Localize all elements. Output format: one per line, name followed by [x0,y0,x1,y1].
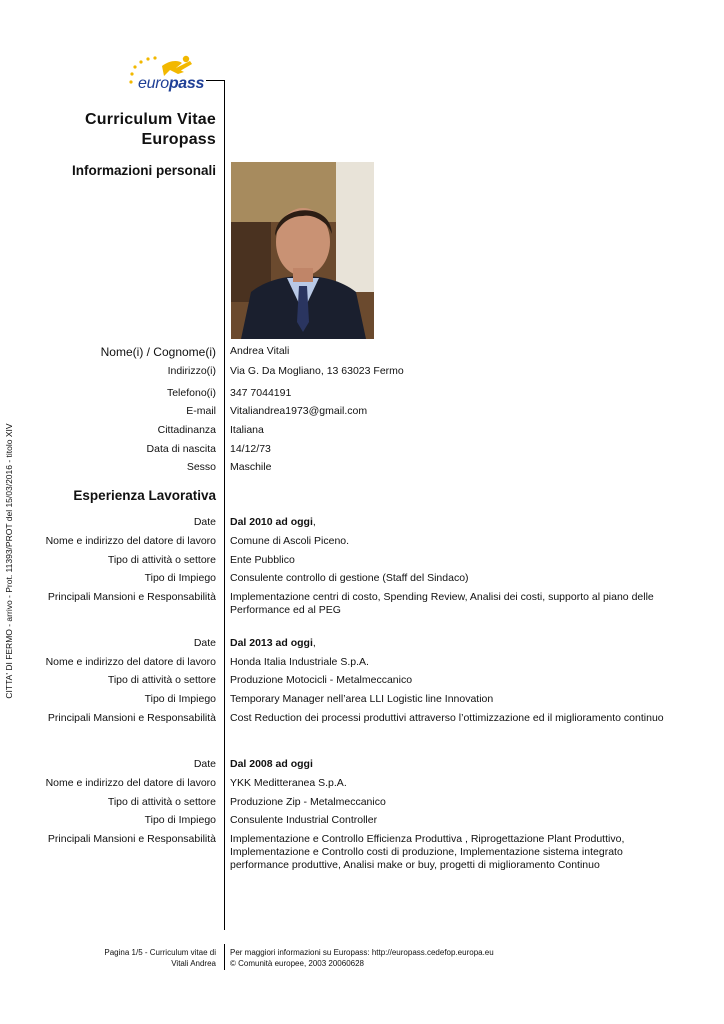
column-divider [224,80,225,930]
job-type-label: Tipo di Impiego [144,693,216,705]
protocol-stamp [4,423,16,699]
email-label: E-mail [186,405,216,417]
entry-3-duties: Implementazione e Controllo Efficienza Produttiva , Riprogettazione Plant Produttivo, Implementazione e Controllo costi di produzione, Implementazione sistema integrato performance produttive, Analisi make or buy, progetti di miglioramento Continuo [230,833,625,871]
entry-2-date: Dal 2013 ad oggi, [230,637,316,649]
citizenship-label: Cittadinanza [157,424,216,436]
entry-1-sector: Ente Pubblico [230,554,295,566]
employer-label: Nome e indirizzo del datore di lavoro [45,656,216,668]
document-title [85,110,216,150]
footer-info-line-2: © Comunità europee, 2003 20060628 [230,959,364,968]
experience-heading: Esperienza Lavorativa [73,488,216,503]
entry-1-duties: Implementazione centri di costo, Spending Review, Analisi dei costi, supporto al piano delle Performance ed al PEG [230,591,654,616]
name-value: Andrea Vitali [230,345,290,357]
logo-rule [206,80,225,81]
duties-label: Principali Mansioni e Responsabilità [47,833,216,845]
employer-label: Nome e indirizzo del datore di lavoro [45,535,216,547]
personal-info-heading: Informazioni personali [71,163,216,178]
sector-label: Tipo di attività o settore [107,674,216,686]
address-label: Indirizzo(i) [167,365,216,377]
phone-label: Telefono(i) [166,387,216,399]
entry-2-employer: Honda Italia Industriale S.p.A. [230,656,369,668]
name-label: Nome(i) / Cognome(i) [100,345,216,359]
job-type-label: Tipo di Impiego [144,814,216,826]
footer-europass-info [230,947,494,969]
citizenship-value: Italiana [230,424,264,436]
footer-page-line-1: Pagina 1/5 - Curriculum vitae di [104,948,216,957]
email-value: Vitaliandrea1973@gmail.com [230,405,368,417]
footer-divider [224,944,225,970]
title-line-2: Europass [141,131,216,148]
entry-2-duties: Cost Reduction dei processi produttivi attraverso l’ottimizzazione ed il miglioramento continuo [230,712,664,724]
date-label: Date [193,637,216,649]
entry-1-date: Dal 2010 ad oggi, [230,516,316,528]
profile-photo [231,162,374,339]
entry-2-job-type: Temporary Manager nell’area LLI Logistic line Innovation [230,693,494,705]
sector-label: Tipo di attività o settore [107,796,216,808]
employer-label: Nome e indirizzo del datore di lavoro [45,777,216,789]
entry-3-employer: YKK Meditteranea S.p.A. [230,777,347,789]
europass-logo [126,52,214,102]
gender-label: Sesso [186,461,216,473]
duties-label: Principali Mansioni e Responsabilità [47,591,216,603]
entry-2-sector: Produzione Motocicli - Metalmeccanico [230,674,413,686]
job-type-label: Tipo di Impiego [144,572,216,584]
birthdate-label: Data di nascita [146,443,216,455]
entry-3-date: Dal 2008 ad oggi [230,758,313,770]
birthdate-value: 14/12/73 [230,443,271,455]
date-label: Date [193,758,216,770]
footer-page-info [104,947,216,969]
address-value: Via G. Da Mogliano, 13 63023 Fermo [230,365,404,377]
entry-1-job-type: Consulente controllo di gestione (Staff del Sindaco) [230,572,469,584]
entry-3-sector: Produzione Zip - Metalmeccanico [230,796,386,808]
phone-value: 347 7044191 [230,387,292,399]
entry-3-job-type: Consulente Industrial Controller [230,814,378,826]
protocol-stamp-text: CITTA' DI FERMO - arrivo - Prot. 11393/PROT del 15/03/2016 - titolo XIV [4,423,14,699]
date-label: Date [193,516,216,528]
entry-1-employer: Comune di Ascoli Piceno. [230,535,350,547]
gender-value: Maschile [230,461,272,473]
footer-info-line-1: Per maggiori informazioni su Europass: http://europass.cedefop.europa.eu [230,948,494,957]
title-line-1: Curriculum Vitae [85,111,216,128]
footer-page-line-2: Vitali Andrea [171,959,216,968]
sector-label: Tipo di attività o settore [107,554,216,566]
duties-label: Principali Mansioni e Responsabilità [47,712,216,724]
europass-wordmark: europass [138,75,205,92]
